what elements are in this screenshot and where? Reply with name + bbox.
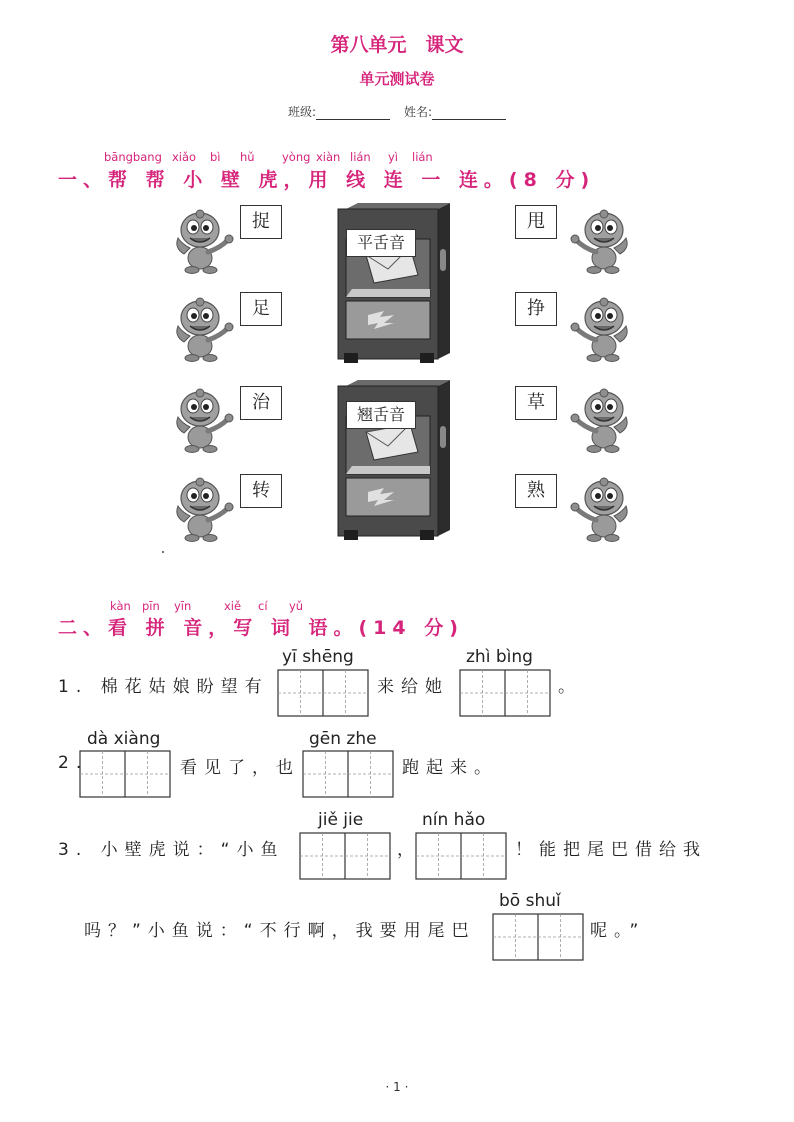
mailbox-label-flat: 平舌音	[346, 229, 416, 257]
section1-pinyin-3: hǔ	[240, 150, 255, 164]
section1-pinyin-6: lián	[350, 150, 371, 164]
section2-number: 二	[58, 617, 84, 639]
right-char-card-2[interactable]: 挣	[515, 292, 557, 326]
q3-text-a	[58, 835, 284, 860]
section1-pinyin-5: xiàn	[316, 150, 341, 164]
grid-q3-a[interactable]	[300, 833, 390, 879]
q3-pinyin-b: nín hǎo	[422, 810, 486, 830]
grid-q3-b[interactable]	[416, 833, 506, 879]
section1-pinyin-0: bāngbang	[104, 150, 162, 164]
section1-number: 一	[58, 169, 84, 191]
q1-text-a	[58, 672, 269, 697]
q3-pinyin-a: jiě jie	[318, 810, 364, 830]
grid-q2-b[interactable]	[303, 751, 393, 797]
q2-pinyin-a: dà xiàng	[87, 729, 161, 749]
section2-heading-text: 、看 拼 音，写 词 语。(14 分)	[83, 617, 464, 639]
left-char-card-4[interactable]: 转	[240, 474, 282, 508]
grid-q3-c[interactable]	[493, 914, 583, 960]
grid-q1-a[interactable]	[278, 670, 368, 716]
page-title: 第八单元 课文	[330, 34, 464, 56]
q3-text-d: 吗？”小鱼说：“不行啊，我要用尾巴	[84, 921, 476, 941]
right-char-card-1[interactable]: 甩	[515, 205, 557, 239]
section1-heading-text: 、帮 帮 小 壁 虎，用 线 连 一 连。(8 分)	[83, 169, 596, 191]
q3-text-c: ！能把尾巴借给我	[515, 840, 707, 860]
name-label: 姓名:	[404, 105, 433, 119]
section2-pinyin-0: kàn	[110, 599, 131, 613]
page-subtitle: 单元测试卷	[359, 70, 435, 88]
right-char-card-4[interactable]: 熟	[515, 474, 557, 508]
q3-pinyin-c: bō shuǐ	[499, 891, 561, 911]
section2-pinyin-1: pīn	[142, 599, 160, 613]
left-char-card-3[interactable]: 治	[240, 386, 282, 420]
q3-text-b: ，	[397, 840, 421, 860]
grid-q2-a[interactable]	[80, 751, 170, 797]
section2-pinyin-3: xiě	[224, 599, 242, 613]
section2-pinyin-5: yǔ	[289, 599, 304, 613]
q1-pinyin-a: yī shēng	[282, 647, 354, 667]
q3-text-e: 呢。”	[590, 921, 646, 941]
q2-number: 2.	[58, 753, 89, 773]
class-label: 班级:	[287, 105, 316, 119]
section1-pinyin-8: lián	[412, 150, 433, 164]
left-char-card-1[interactable]: 捉	[240, 205, 282, 239]
left-char-card-2[interactable]: 足	[240, 292, 282, 326]
right-char-card-3[interactable]: 草	[515, 386, 557, 420]
section1-pinyin-2: bì	[210, 150, 221, 164]
section1-pinyin-4: yòng	[282, 150, 311, 164]
q3-prefix: 小壁虎说：“小鱼	[100, 840, 285, 860]
q1-prefix: 棉花姑娘盼望有	[100, 677, 269, 697]
q1-text-c: 。	[558, 677, 582, 697]
section2-pinyin-4: cí	[258, 599, 268, 613]
grid-q1-b[interactable]	[460, 670, 550, 716]
q2-pinyin-b: gēn zhe	[309, 729, 377, 749]
q1-pinyin-b: zhì bìng	[466, 647, 533, 667]
q1-text-b: 来给她	[377, 677, 449, 697]
mailbox-label-curled: 翘舌音	[346, 401, 416, 429]
section2-pinyin-2: yīn	[174, 599, 192, 613]
section1-pinyin-1: xiǎo	[172, 150, 197, 164]
q2-text-b: 跑起来。	[402, 758, 498, 778]
page-number: · 1 ·	[385, 1080, 409, 1094]
q2-text-a: 看见了，也	[180, 758, 300, 778]
q1-number: 1.	[58, 677, 89, 697]
q3-number: 3.	[58, 840, 89, 860]
section1-pinyin-7: yì	[388, 150, 399, 164]
